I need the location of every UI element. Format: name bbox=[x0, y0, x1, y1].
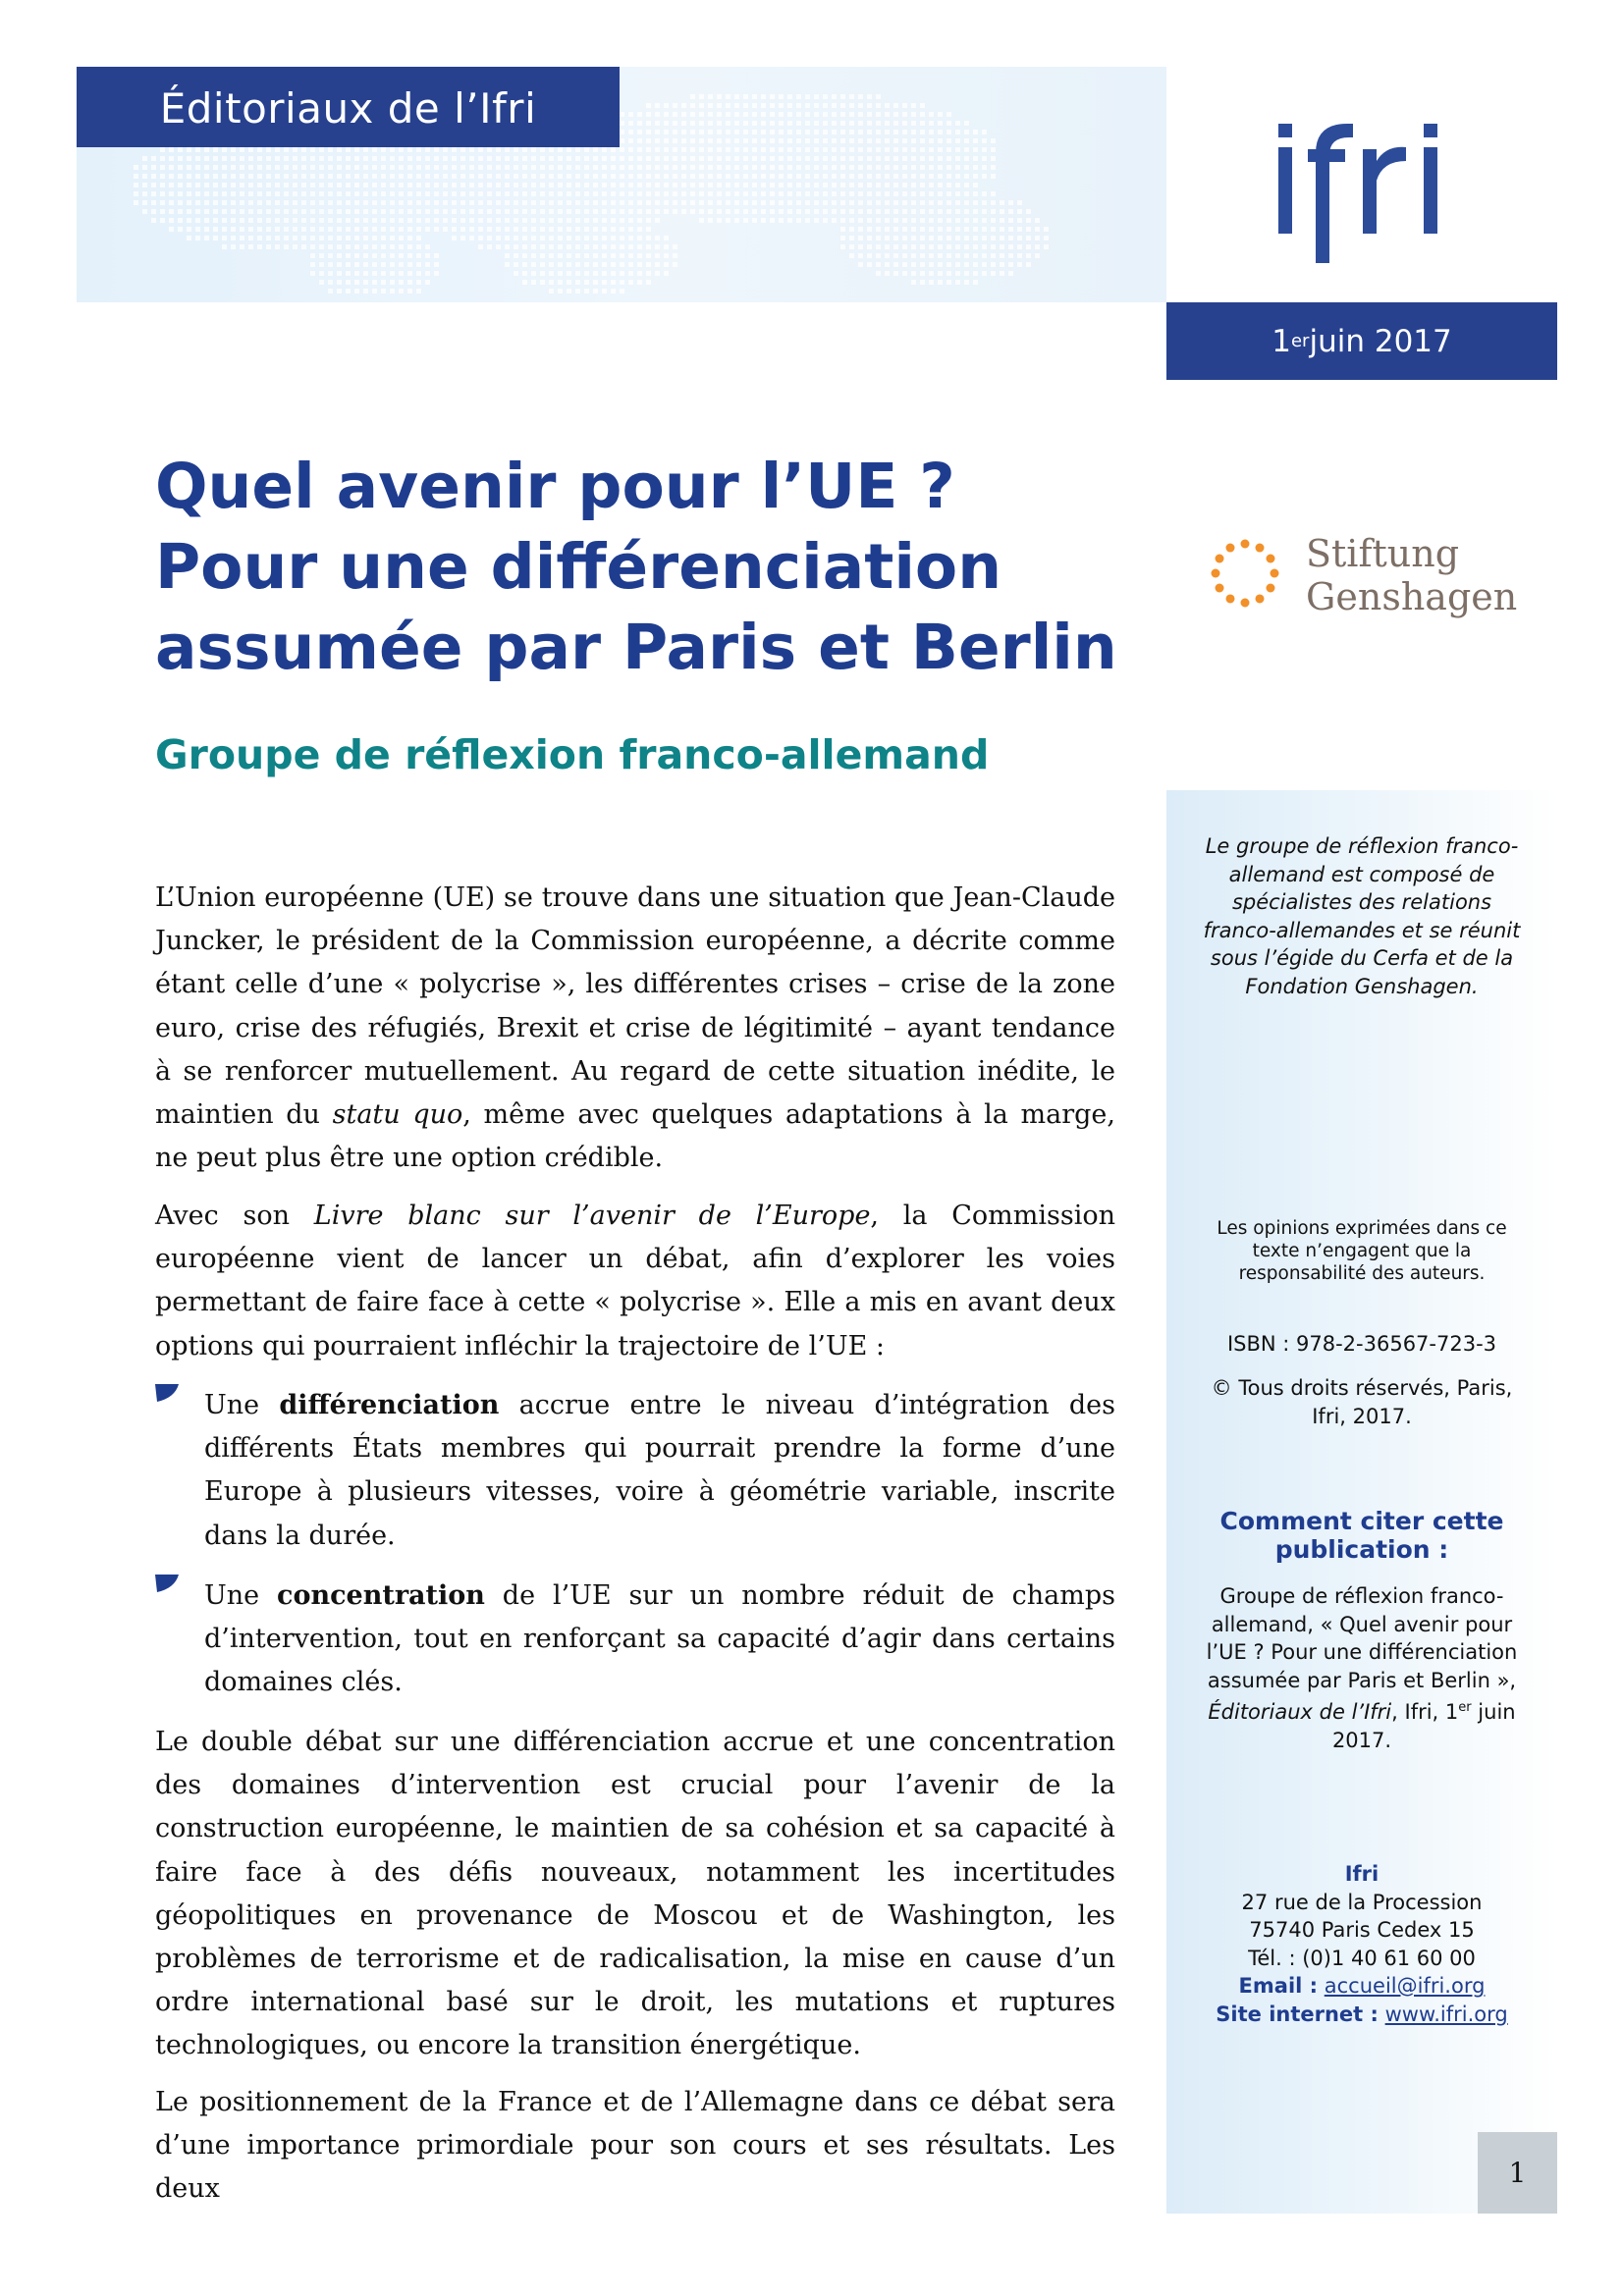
phone: Tél. : (0)1 40 61 60 00 bbox=[1248, 1946, 1476, 1970]
stiftung-dots-icon bbox=[1206, 534, 1294, 622]
disclaimer: Les opinions exprimées dans ce texte n’engagent que la responsabilité des auteurs. bbox=[1217, 1218, 1507, 1284]
paragraph-3: Le double débat sur une différenciation accrue et une concentration des domaines d’intervention est crucial pour l’avenir de la construction européenne, le maintien de sa cohésion et sa capacité à faire face à des défis nouveaux, notamment les incertitudes géopolitiques en provenance de Moscou et de Washington, les problèmes de terrorisme et de radicalisation, la mise en cause d’un ordre international basé sur le droit, les mutations et ruptures technologiques, ou encore la transition énergétique. bbox=[155, 1727, 1115, 2061]
email-link[interactable]: accueil@ifri.org bbox=[1324, 1974, 1486, 1998]
address-line-1: 27 rue de la Procession bbox=[1241, 1890, 1483, 1914]
org-name: Ifri bbox=[1344, 1862, 1380, 1886]
ifri-logo bbox=[1276, 116, 1453, 278]
main-title bbox=[155, 447, 1176, 688]
series-title: Éditoriaux de l’Ifri bbox=[159, 84, 537, 133]
citation-text: Groupe de réflexion franco-allemand, « Quel avenir pour l’UE ? Pour une différenciation assumée par Paris et Berlin », Éditoriaux de l’Ifri, Ifri, 1er juin 2017. bbox=[1206, 1584, 1518, 1752]
title-line-3: assumée par Paris et Berlin bbox=[155, 612, 1117, 683]
bullet-item-1: Une différenciation accrue entre le niveau d’intégration des différents États membres qui pourrait prendre la forme d’une Europe à plusieurs vitesses, voire à géométrie variable, inscrite dans la durée. bbox=[204, 1390, 1115, 1551]
bullet-icon bbox=[155, 1575, 179, 1592]
paragraph-2: Avec son Livre blanc sur l’avenir de l’Europe, la Commission européenne vient de lancer un débat, afin d’explorer les voies permettant de faire face à cette « polycrise ». Elle a mis en avant deux options qui pourraient infléchir la trajectoire de l’UE : bbox=[155, 1201, 1115, 1362]
title-line-1: Quel avenir pour l’UE ? bbox=[155, 451, 955, 522]
paragraph-4: Le positionnement de la France et de l’Allemagne dans ce débat sera d’une importance primordiale pour son cours et ses résultats. Les deux bbox=[155, 2087, 1115, 2205]
isbn: ISBN : 978-2-36567-723-3 bbox=[1226, 1332, 1497, 1356]
rights-notice: © Tous droits réservés, Paris, Ifri, 2017. bbox=[1211, 1376, 1513, 1428]
subtitle: Groupe de réflexion franco-allemand bbox=[155, 731, 990, 778]
contact-block: Ifri 27 rue de la Procession 75740 Paris Cedex 15 Tél. : (0)1 40 61 60 00 Email : accueil@ifri.org Site internet : www.ifri.org bbox=[1198, 1860, 1526, 2028]
citation-heading: Comment citer cette publication : bbox=[1219, 1507, 1504, 1564]
publication-date: 1 er juin 2017 bbox=[1166, 302, 1557, 380]
address-line-2: 75740 Paris Cedex 15 bbox=[1249, 1918, 1475, 1942]
group-description: Le groupe de réflexion franco-allemand est composé de spécialistes des relations franco-allemandes et se réunit sous l’égide du Cerfa et de la Fondation Genshagen. bbox=[1203, 834, 1521, 998]
title-line-2: Pour une différenciation bbox=[155, 531, 1002, 603]
bullet-item-2: Une concentration de l’UE sur un nombre réduit de champs d’intervention, tout en renforçant sa capacité d’agir dans certains domaines clés. bbox=[204, 1580, 1115, 1698]
bullet-icon bbox=[155, 1384, 179, 1402]
series-banner bbox=[77, 67, 620, 147]
website-link[interactable]: www.ifri.org bbox=[1384, 2002, 1508, 2026]
paragraph-1: L’Union européenne (UE) se trouve dans une situation que Jean-Claude Juncker, le président de la Commission européenne, a décrite comme étant celle d’une « polycrise », les différentes crises – crise de la zone euro, crise des réfugiés, Brexit et crise de légitimité – ayant tendance à se renforcer mutuellement. Au regard de cette situation inédite, le maintien du statu quo, même avec quelques adaptations à la marge, ne peut plus être une option crédible. bbox=[155, 882, 1115, 1174]
stiftung-genshagen-logo: Stiftung Genshagen bbox=[1206, 530, 1540, 618]
page-number: 1 bbox=[1478, 2132, 1557, 2214]
